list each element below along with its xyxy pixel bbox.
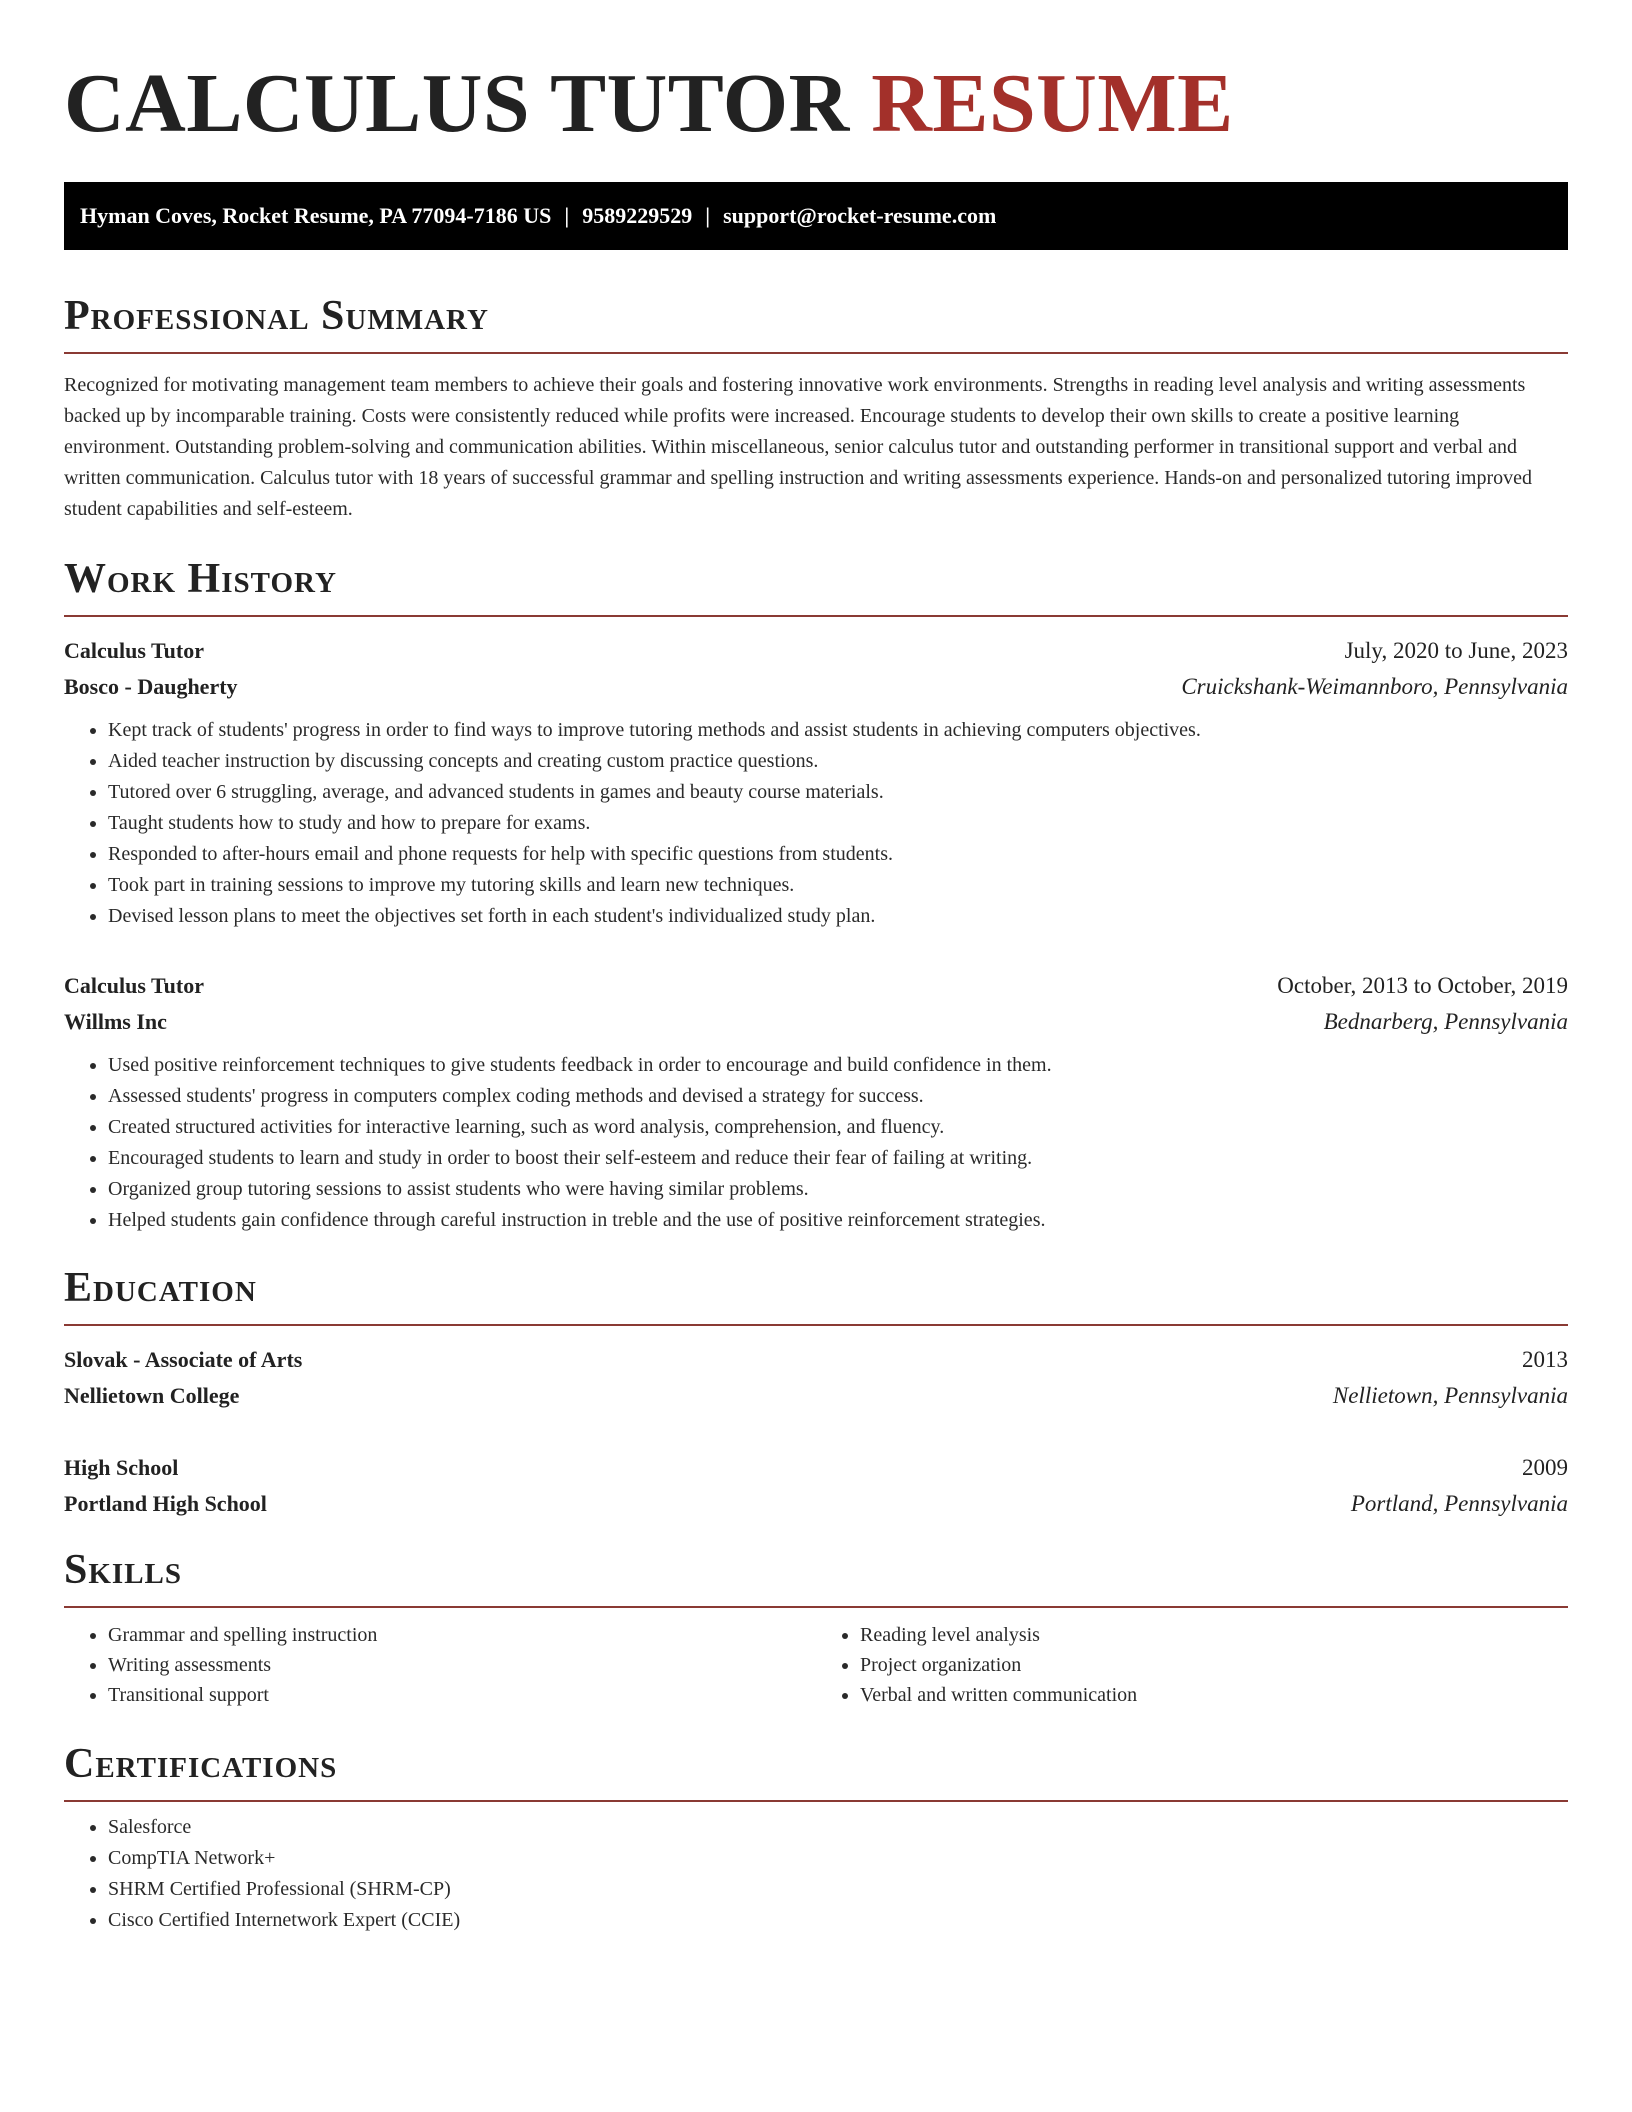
education-location: Portland, Pennsylvania (1350, 1491, 1568, 1516)
job-dates: October, 2013 to October, 2019 (1277, 973, 1568, 998)
skill-item: • Writing assessments (108, 1650, 816, 1680)
job-entry (64, 633, 1568, 932)
education-school-row (64, 1486, 1568, 1522)
job-bullet: • Assessed students' progress in computers complex coding methods and devised a strategy for success. (108, 1081, 1568, 1112)
job-bullet: • Tutored over 6 struggling, average, and advanced students in games and beauty course materials. (108, 777, 1568, 808)
section-heading-summary: Professional Summary (64, 290, 1568, 354)
contact-address: Hyman Coves, Rocket Resume, PA 77094-7186 US (80, 203, 552, 228)
job-entry (64, 968, 1568, 1236)
job-bullet: • Helped students gain confidence through careful instruction in treble and the use of positive reinforcement strategies. (108, 1205, 1568, 1236)
education-entry (64, 1450, 1568, 1522)
resume-page (64, 0, 1568, 1936)
section-heading-skills: Skills (64, 1544, 1568, 1608)
skill-item: • Transitional support (108, 1680, 816, 1710)
job-bullet-list (64, 715, 1568, 932)
education-entry (64, 1342, 1568, 1414)
skill-item: • Reading level analysis (860, 1620, 1568, 1650)
job-company: Willms Inc (64, 1009, 167, 1034)
job-bullet: • Encouraged students to learn and study in order to boost their self-esteem and reduce their fear of failing at writing. (108, 1143, 1568, 1174)
skills-column-right (816, 1620, 1568, 1710)
education-school-row (64, 1378, 1568, 1414)
summary-text: Recognized for motivating management team members to achieve their goals and fostering innovative work environments. Strengths in reading level analysis and writing assessments backed up by incomparable training. Costs were consistently reduced while profits were increased. Encourage students to develop their own skills to create a positive learning environment. Outstanding problem-solving and communication abilities. Within miscellaneous, senior calculus tutor and outstanding performer in transitional support and verbal and written communication. Calculus tutor with 18 years of successful grammar and spelling instruction and writing assessments experience. Hands-on and personalized tutoring improved student capabilities and self-esteem. (64, 374, 1532, 520)
job-bullet: • Taught students how to study and how to prepare for exams. (108, 808, 1568, 839)
job-header-row (64, 968, 1568, 1004)
job-bullet: • Devised lesson plans to meet the objectives set forth in each student's individualized study plan. (108, 901, 1568, 932)
education-degree: Slovak - Associate of Arts (64, 1347, 303, 1372)
contact-email: support@rocket-resume.com (723, 203, 997, 228)
skills-grid (64, 1620, 1568, 1710)
job-company-row (64, 1004, 1568, 1040)
job-bullet: • Responded to after-hours email and phone requests for help with specific questions from students. (108, 839, 1568, 870)
job-bullet: • Created structured activities for interactive learning, such as word analysis, comprehension, and fluency. (108, 1112, 1568, 1143)
certification-item: • SHRM Certified Professional (SHRM-CP) (108, 1874, 1568, 1905)
job-company-row (64, 669, 1568, 705)
job-bullet: • Kept track of students' progress in order to find ways to improve tutoring methods and assist students in achieving computers objectives. (108, 715, 1568, 746)
job-bullet: • Aided teacher instruction by discussing concepts and creating custom practice questions. (108, 746, 1568, 777)
job-location: Cruickshank-Weimannboro, Pennsylvania (1181, 674, 1568, 699)
job-header-row (64, 633, 1568, 669)
skill-item: • Verbal and written communication (860, 1680, 1568, 1710)
work-history-section (64, 553, 1568, 1236)
job-bullet-list (64, 1050, 1568, 1236)
job-bullet: • Organized group tutoring sessions to assist students who were having similar problems. (108, 1174, 1568, 1205)
education-school: Nellietown College (64, 1383, 240, 1408)
contact-bar (64, 182, 1568, 250)
education-year: 2009 (1522, 1455, 1568, 1480)
education-header-row (64, 1342, 1568, 1378)
job-title: Calculus Tutor (64, 638, 204, 663)
certification-item: • Salesforce (108, 1812, 1568, 1843)
resume-title (64, 0, 1568, 152)
job-bullet: • Used positive reinforcement techniques to give students feedback in order to encourage and build confidence in them. (108, 1050, 1568, 1081)
contact-separator: | (564, 203, 570, 228)
skill-item: • Grammar and spelling instruction (108, 1620, 816, 1650)
contact-separator: | (705, 203, 711, 228)
section-heading-certifications: Certifications (64, 1738, 1568, 1802)
education-location: Nellietown, Pennsylvania (1332, 1383, 1568, 1408)
education-header-row (64, 1450, 1568, 1486)
education-school: Portland High School (64, 1491, 267, 1516)
education-section (64, 1262, 1568, 1522)
certification-item: • Cisco Certified Internetwork Expert (CCIE) (108, 1905, 1568, 1936)
contact-phone: 9589229529 (582, 203, 693, 228)
certifications-section (64, 1738, 1568, 1936)
job-dates: July, 2020 to June, 2023 (1344, 638, 1568, 663)
certification-item: • CompTIA Network+ (108, 1843, 1568, 1874)
section-heading-work-history: Work History (64, 553, 1568, 617)
job-title: Calculus Tutor (64, 973, 204, 998)
job-bullet: • Took part in training sessions to improve my tutoring skills and learn new techniques. (108, 870, 1568, 901)
title-main: CALCULUS TUTOR (64, 57, 850, 150)
skills-section (64, 1544, 1568, 1710)
education-year: 2013 (1522, 1347, 1568, 1372)
section-heading-education: Education (64, 1262, 1568, 1326)
education-degree: High School (64, 1455, 179, 1480)
skill-item: • Project organization (860, 1650, 1568, 1680)
skills-column-left (64, 1620, 816, 1710)
job-location: Bednarberg, Pennsylvania (1323, 1009, 1568, 1034)
job-company: Bosco - Daugherty (64, 674, 238, 699)
certification-list (64, 1812, 1568, 1936)
summary-section (64, 290, 1568, 525)
title-accent: RESUME (871, 57, 1234, 150)
